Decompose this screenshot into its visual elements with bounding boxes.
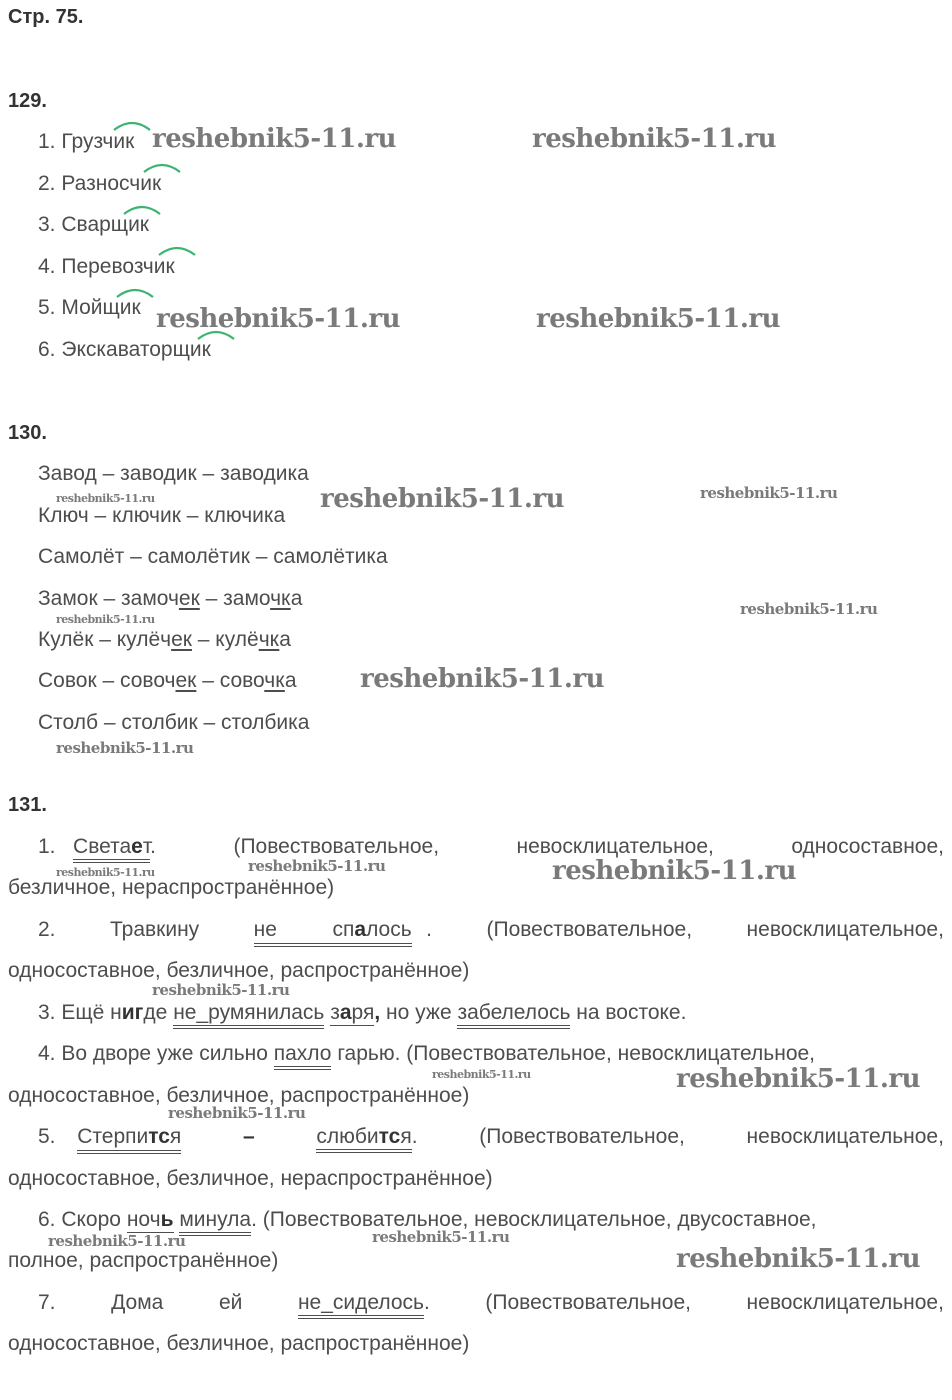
item-number: 5. (38, 296, 56, 319)
suffix-underline: чк (264, 669, 285, 692)
watermark: reshebnik5-11.ru (432, 1068, 531, 1081)
exercise-number-130: 130. (8, 422, 47, 444)
watermark: reshebnik5-11.ru (532, 124, 777, 154)
watermark: reshebnik5-11.ru (552, 856, 797, 886)
watermark: reshebnik5-11.ru (168, 1104, 306, 1122)
subject: заря (330, 1001, 375, 1024)
suffix-caret-icon (115, 285, 155, 297)
exercise-number-131: 131. (8, 794, 47, 816)
sentence-1: 1. Светает. (Повествовательное, невосклицательное, односоставное, (38, 835, 944, 859)
suffix-caret-icon (142, 160, 182, 172)
list-item (38, 296, 141, 320)
suffix-caret-icon (157, 243, 197, 255)
item-word: Разносчик (61, 172, 162, 195)
sentence-2-continuation: односоставное, безличное, распространённое) (8, 959, 470, 982)
watermark: reshebnik5-11.ru (56, 866, 155, 879)
watermark: reshebnik5-11.ru (320, 484, 565, 514)
sentence-6: 6. Скоро ночь минула. (Повествовательное, невосклицательное, двусоставное, (38, 1208, 817, 1232)
watermark: reshebnik5-11.ru (676, 1244, 921, 1274)
sentence-4-continuation: односоставное, безличное, распространённое) (8, 1084, 470, 1107)
item-number: 3. (38, 213, 56, 236)
item-word: Мойщик (61, 296, 141, 319)
list-item: Столб – столбик – столбика (38, 711, 310, 734)
suffix-underline: чк (270, 587, 291, 610)
watermark: reshebnik5-11.ru (156, 304, 401, 334)
predicate: не спалось (254, 918, 412, 947)
exercise-number-129: 129. (8, 90, 47, 112)
suffix-caret-icon (122, 202, 162, 214)
watermark: reshebnik5-11.ru (536, 304, 781, 334)
list-item (38, 130, 134, 154)
predicate: забелелось (457, 1001, 570, 1029)
sentence-6-continuation: полное, распространённое) (8, 1249, 279, 1272)
watermark: reshebnik5-11.ru (360, 664, 605, 694)
watermark: reshebnik5-11.ru (740, 600, 878, 618)
page-title: Стр. 75. (8, 6, 84, 28)
predicate: не_сиделось (298, 1291, 424, 1319)
item-word: Грузчик (61, 130, 135, 153)
item-word: Перевозчик (61, 255, 175, 278)
list-item: Совок – совочек – совочка (38, 669, 297, 692)
list-item (38, 338, 211, 362)
list-item (38, 255, 175, 279)
watermark: reshebnik5-11.ru (676, 1064, 921, 1094)
watermark: reshebnik5-11.ru (56, 492, 155, 505)
sentence-5: 5. Стерпится – слюбится. (Повествовательное, невосклицательное, (38, 1125, 944, 1154)
suffix-underline: ек (178, 587, 200, 610)
suffix-underline: ек (171, 628, 192, 651)
predicate: минула (179, 1208, 251, 1236)
watermark: reshebnik5-11.ru (372, 1228, 510, 1246)
list-item (38, 213, 149, 237)
sentence-5-continuation: односоставное, безличное, нераспространённое) (8, 1167, 493, 1190)
watermark: reshebnik5-11.ru (152, 124, 397, 154)
watermark: reshebnik5-11.ru (56, 739, 194, 757)
predicate: Стерпится (77, 1125, 181, 1154)
sentence-3: 3. Ещё нигде не_румянилась заря, но уже забелелось на востоке. (38, 1001, 686, 1025)
suffix-underline: чк (258, 628, 280, 651)
sentence-7: 7. Дома ей не_сиделось. (Повествовательное, невосклицательное, (38, 1291, 944, 1315)
list-item (38, 172, 161, 196)
item-number: 1. (38, 130, 56, 153)
watermark: reshebnik5-11.ru (152, 981, 290, 999)
list-item: Замок – замочек – замочка (38, 587, 303, 610)
subject: ночь (126, 1208, 174, 1231)
predicate: пахло (274, 1042, 332, 1070)
list-item: Завод – заводик – заводика (38, 462, 309, 485)
predicate: Светает (73, 835, 150, 863)
predicate: слюбится (316, 1125, 411, 1153)
item-number: 2. (38, 172, 56, 195)
suffix-underline: ек (175, 669, 197, 692)
sentence-2: 2. Травкину не спалось . (Повествовательное, невосклицательное, (38, 918, 944, 947)
predicate: не_румянилась (173, 1001, 324, 1029)
sentence-4: 4. Во дворе уже сильно пахло гарью. (Повествовательное, невосклицательное, (38, 1042, 815, 1066)
sentence-1-continuation: безличное, нераспространённое) (8, 876, 335, 899)
watermark: reshebnik5-11.ru (48, 1232, 186, 1250)
suffix-caret-icon (112, 118, 152, 130)
item-word: Сварщик (61, 213, 149, 236)
item-word: Экскаваторщик (61, 338, 211, 361)
watermark: reshebnik5-11.ru (56, 613, 155, 626)
watermark: reshebnik5-11.ru (248, 857, 386, 875)
item-number: 4. (38, 255, 56, 278)
sentence-7-continuation: односоставное, безличное, распространённое) (8, 1332, 470, 1355)
list-item: Кулёк – кулёчек – кулёчка (38, 628, 291, 651)
watermark: reshebnik5-11.ru (700, 484, 838, 502)
list-item: Самолёт – самолётик – самолётика (38, 545, 388, 568)
item-number: 6. (38, 338, 56, 361)
list-item: Ключ – ключик – ключика (38, 504, 286, 527)
